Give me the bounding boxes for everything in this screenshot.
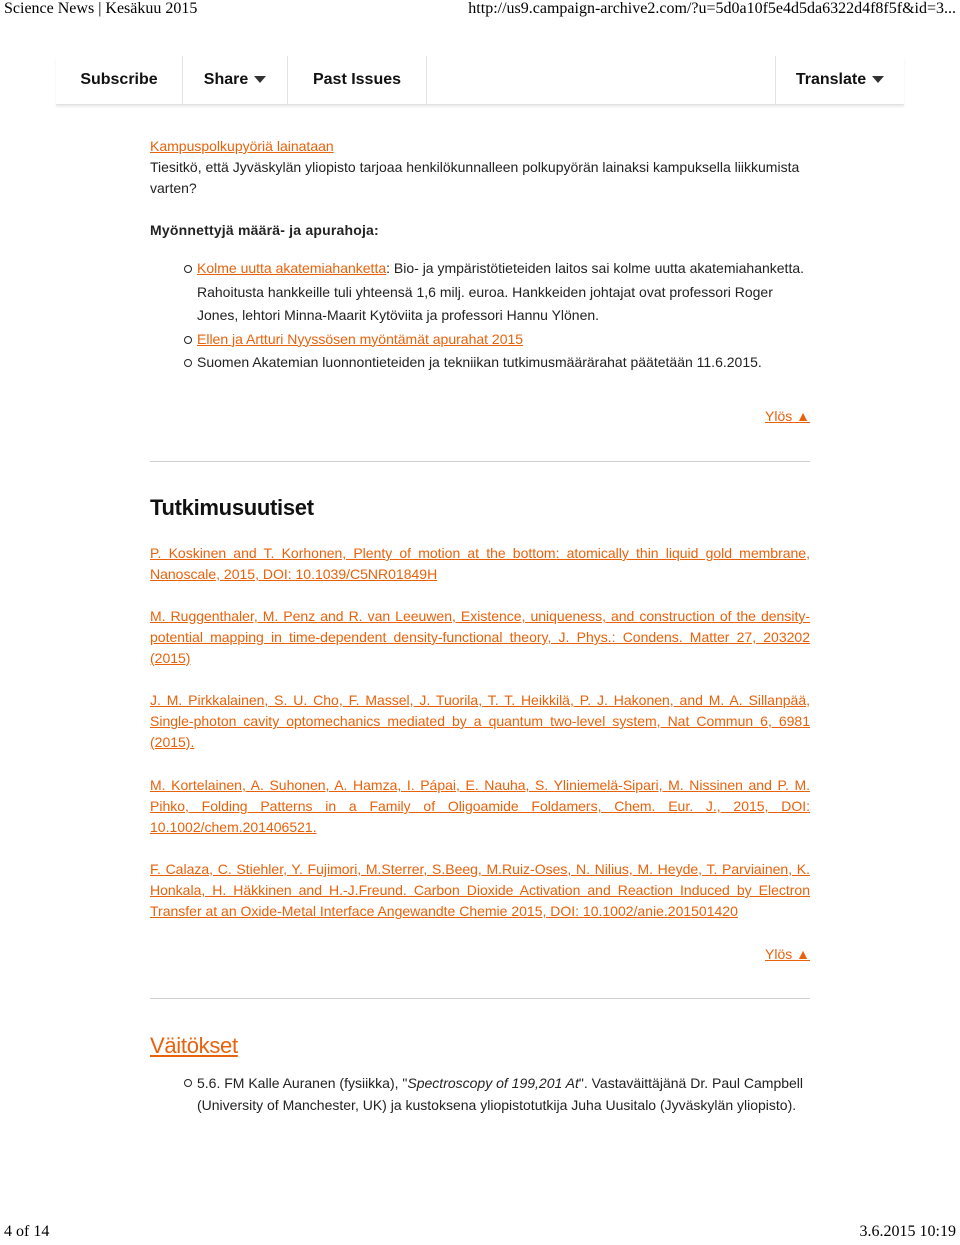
print-date: 3.6.2015 10:19 [859, 1223, 956, 1240]
reference-link[interactable]: J. M. Pirkkalainen, S. U. Cho, F. Massel, J. Tuorila, T. T. Heikkilä, P. J. Hakonen, and M. A. Sillanpää, Single-photon cavity optomechanics mediated by a quantum two-level system, Nat Commun 6, 6981 (2015). [150, 692, 810, 750]
campus-bikes-section [150, 136, 810, 199]
chevron-down-icon [254, 76, 266, 83]
list-item-continuation [150, 281, 810, 305]
print-header-url: http://us9.campaign-archive2.com/?u=5d0a10f5e4d5da6322d4f8f5f&id=3... [468, 0, 956, 17]
translate-label: Translate [795, 71, 867, 88]
nav-divider [426, 56, 427, 104]
print-footer [0, 1223, 960, 1245]
share-label: Share [203, 71, 249, 88]
section-divider [150, 461, 810, 462]
research-news-title: Tutkimusuutiset [150, 495, 314, 520]
theses-title-link[interactable]: Väitökset [150, 1033, 238, 1058]
subscribe-label: Subscribe [80, 71, 158, 88]
grant-item-text: : Bio- ja ympäristötieteiden laitos sai kolme uutta akatemiahanketta. [386, 260, 805, 276]
bullet-icon [184, 1079, 192, 1087]
list-item [150, 257, 810, 281]
bullet-icon [184, 265, 192, 273]
thesis-title: Spectroscopy of 199,201 At [407, 1075, 579, 1091]
translate-button[interactable] [776, 56, 904, 104]
grant-item-text: Suomen Akatemian luonnontieteiden ja tekniikan tutkimusmäärärahat päätetään 11.6.2015. [197, 354, 762, 370]
grant-link-academy-projects[interactable]: Kolme uutta akatemiahanketta [197, 260, 387, 276]
past-issues-label: Past Issues [312, 71, 402, 88]
section-divider [150, 998, 810, 999]
back-to-top-link[interactable]: Ylös ▲ [765, 946, 810, 962]
print-header [0, 0, 960, 22]
thesis-text-prefix: 5.6. FM Kalle Auranen (fysiikka), " [197, 1075, 408, 1091]
bullet-icon [184, 359, 192, 367]
grants-heading: Myönnettyjä määrä- ja apurahoja: [150, 222, 379, 238]
list-item-continuation [150, 304, 810, 328]
print-header-title: Science News | Kesäkuu 2015 [4, 0, 198, 17]
page-number: 4 of 14 [4, 1223, 50, 1240]
reference-link[interactable]: F. Calaza, C. Stiehler, Y. Fujimori, M.Sterrer, S.Beeg, M.Ruiz-Oses, N. Nilius, M. Heyde, T. Parviainen, K. Honkala, H. Häkkinen and H.-J.Freund. Carbon Dioxide Activation and Reaction Induced by Electron Transfer at an Oxide-Metal Interface Angewandte Chemie 2015, DOI: 10.1002/anie.201501420 [150, 861, 810, 919]
chevron-down-icon [872, 76, 884, 83]
subscribe-button[interactable] [56, 56, 182, 104]
theses-list [150, 1072, 810, 1116]
reference-link[interactable]: M. Ruggenthaler, M. Penz and R. van Leeuwen, Existence, uniqueness, and construction of the density-potential mapping in time-dependent density-functional theory, J. Phys.: Condens. Matter 27, 203202 (2015) [150, 608, 810, 666]
reference-link[interactable]: P. Koskinen and T. Korhonen, Plenty of motion at the bottom: atomically thin liquid gold membrane, Nanoscale, 2015, DOI: 10.1039/C5NR01849H [150, 545, 810, 582]
grants-list [150, 257, 810, 375]
list-item [150, 351, 810, 375]
past-issues-button[interactable] [288, 56, 426, 104]
grant-item-continuation: Jones, lehtori Minna-Maarit Kytöviita ja professori Hannu Ylönen. [197, 307, 600, 323]
campus-bikes-text: Tiesitkö, että Jyväskylän yliopisto tarjoaa henkilökunnalleen polkupyörän lainaksi kampuksella liikkumista varten? [150, 159, 800, 196]
list-item [150, 1072, 810, 1116]
grant-item-continuation: Rahoitusta hankkeille tuli yhteensä 1,6 milj. euroa. Hankkeiden johtajat ovat professori Roger [197, 283, 773, 300]
back-to-top-link[interactable]: Ylös ▲ [765, 408, 810, 424]
list-item [150, 328, 810, 352]
campaign-navbar [56, 56, 904, 105]
share-button[interactable] [183, 56, 287, 104]
reference-link[interactable]: M. Kortelainen, A. Suhonen, A. Hamza, I. Pápai, E. Nauha, S. Yliniemelä-Sipari, M. Nissinen and P. M. Pihko, Folding Patterns in a Family of Oligoamide Foldamers, Chem. Eur. J., 2015, DOI: 10.1002/chem.201406521. [150, 777, 810, 835]
grant-link-nyyssonen[interactable]: Ellen ja Artturi Nyyssösen myöntämät apurahat 2015 [197, 330, 524, 347]
bullet-icon [184, 336, 192, 344]
campus-bikes-link[interactable]: Kampuspolkupyöriä lainataan [150, 138, 334, 154]
thesis-text-suffix: ". Vastaväittäjänä Dr. Paul Campbell (University of Manchester, UK) ja kustoksena yliopistotutkija Juha Uusitalo (Jyväskylän yliopisto). [197, 1075, 804, 1113]
